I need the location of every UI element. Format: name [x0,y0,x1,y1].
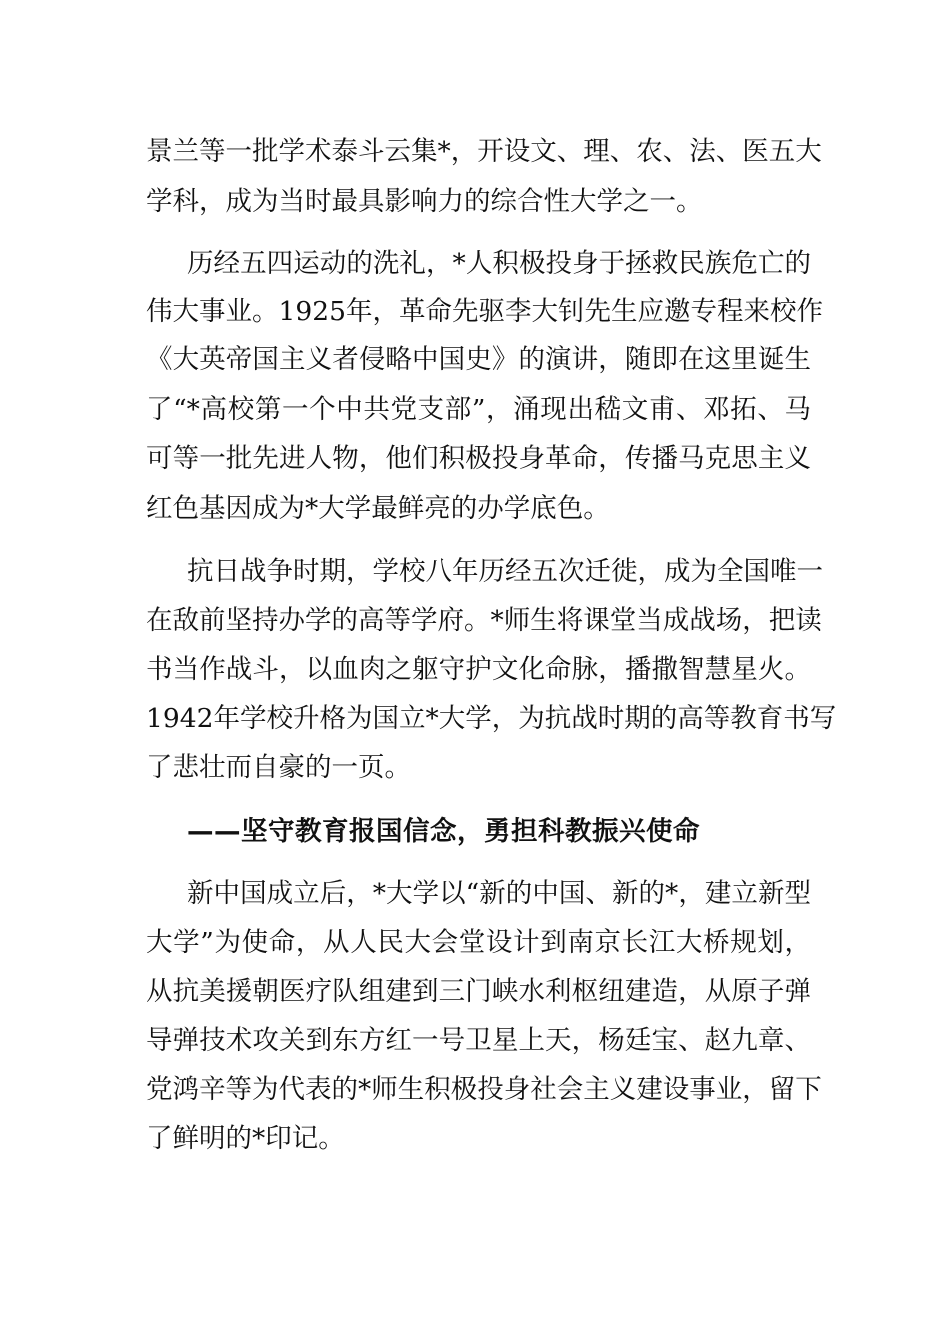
paragraph-4-line-1: 新中国成立后，*大学以“新的中国、新的*，建立新型 [187,878,811,909]
paragraph-4-line-2: 大学”为使命，从人民大会堂设计到南京长江大桥规划， [146,927,811,958]
paragraph-1-line-1: 景兰等一批学术泰斗云集*，开设文、理、农、法、医五大 [146,136,822,167]
paragraph-4-line-6: 了鲜明的*印记。 [146,1123,345,1154]
section-heading: ——坚守教育报国信念，勇担科教振兴使命 [187,816,700,847]
paragraph-3-line-3: 书当作战斗，以血肉之躯守护文化命脉，播撒智慧星火。 [146,654,811,685]
paragraph-2-line-5: 可等一批先进人物，他们积极投身革命，传播马克思主义 [146,443,811,474]
paragraph-3-line-1: 抗日战争时期，学校八年历经五次迁徙，成为全国唯一 [187,556,823,587]
paragraph-2-line-1: 历经五四运动的洗礼，*人积极投身于拯救民族危亡的 [187,248,811,279]
paragraph-3-line-2: 在敌前坚持办学的高等学府。*师生将课堂当成战场，把读 [146,605,822,636]
paragraph-3-line-4: 1942年学校升格为国立*大学，为抗战时期的高等教育书写 [146,703,837,734]
paragraph-1-line-2: 学科，成为当时最具影响力的综合性大学之一。 [146,186,703,217]
paragraph-3-line-5: 了悲壮而自豪的一页。 [146,752,411,783]
paragraph-2-line-4: 了“*高校第一个中共党支部”，涌现出嵇文甫、邓拓、马 [146,394,811,425]
paragraph-4-line-3: 从抗美援朝医疗队组建到三门峡水利枢纽建造，从原子弹 [146,976,811,1007]
paragraph-4-line-4: 导弹技术攻关到东方红一号卫星上天，杨廷宝、赵九章、 [146,1025,811,1056]
paragraph-4-line-5: 党鸿辛等为代表的*师生积极投身社会主义建设事业，留下 [146,1074,822,1105]
paragraph-2-line-6: 红色基因成为*大学最鲜亮的办学底色。 [146,493,610,524]
paragraph-2-line-3: 《大英帝国主义者侵略中国史》的演讲，随即在这里诞生 [146,344,811,375]
paragraph-2-line-2: 伟大事业。1925年，革命先驱李大钊先生应邀专程来校作 [146,296,823,327]
